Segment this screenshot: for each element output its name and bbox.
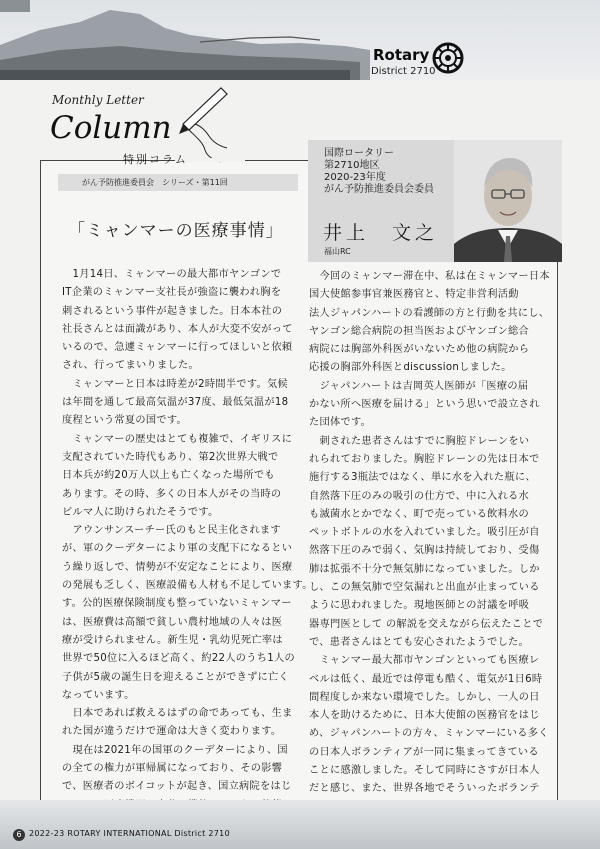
column-label: Column xyxy=(50,110,172,146)
series-label: がん予防推進委員会 シリーズ・第11回 xyxy=(58,174,298,191)
author-district: 第2710地区 xyxy=(324,160,380,171)
rotary-brand: Rotary xyxy=(373,46,430,64)
page-number: 6 xyxy=(13,829,25,841)
author-photo xyxy=(454,140,562,262)
author-year: 2020-23年度 xyxy=(324,172,386,183)
article-body-left: 1月14日、ミャンマーの最大都市ヤンゴンで IT企業のミャンマー支社長が強盗に襲われ胸を 刺されるという事件が起きました。日本本社の 社長さんとは面識があり、本人が大変不安がって いるので、急遽ミャンマーに行ってほしいと依頼 され、行ってまいりました。 ミャンマーと日本は時差が2時間半です。気候 は年間を通して最高気温が37度、最低気温が18 度程という常夏の国です。 ミャンマーの歴史はとても複雑で、イギリスに 支配されていた時代もあり、第2次世界大戦で 日本兵が約20万人以上も亡くなった場所でも あります。その時、多くの日本人がその当時の ビルマ人に助けられたそうです。 アウンサンスーチー氏のもと民主化されます が、軍のクーデターにより軍の支配下になるとい う繰り返しで、情勢が不安定なことにより、医療 の発展も乏しく、医療設備も人材も不足しています。 す。公的医療保険制度も整っていないミャンマー は、医療費は高額で貧しい農村地域の人々は医 療が受けられません。新生児・乳幼児死亡率は 世界で50位に入るほど高く、約22人のうち1人の 子供が5歳の誕生日を迎えることができずに亡く なっています。 日本であれば救えるはずの命であっても、生ま れた国が違うだけで運命は大きく変わります。 現在は2021年の国軍のクーデターにより、国 の全ての権力が軍帰属になっており、その影響 で、医療者のボイコットが起き、国立病院をはじ xyxy=(62,269,313,793)
header-banner xyxy=(0,0,600,80)
author-org: 国際ロータリー xyxy=(324,148,394,159)
footer-band xyxy=(0,800,600,849)
author-club: 福山RC xyxy=(324,247,351,256)
author-committee: がん予防推進委員会委員 xyxy=(324,184,434,195)
coastal-landscape-illustration xyxy=(0,0,600,80)
author-name: 井上 文之 xyxy=(323,222,439,244)
footer-text: 2022-23 ROTARY INTERNATIONAL District 2710 xyxy=(29,829,230,838)
rotary-wheel-icon xyxy=(432,42,464,74)
monthly-letter-label: Monthly Letter xyxy=(52,93,144,107)
special-column-label: 特別コラム xyxy=(123,153,188,166)
district-label: District 2710 xyxy=(371,66,436,77)
article-body-right: 今回のミャンマー滞在中、私は在ミャンマー日本 国大使館参事官兼医務官と、特定非営利活動 法人ジャパンハートの看護師の方と行動を共にし、 ヤンゴン総合病院の担当医およびヤンゴン総合 病院には胸部外科医がいないため他の病院から 応援の胸部外科医とdiscussionしました。 ジャパンハートは吉岡英人医師が「医療の届 かない所へ医療を届ける」という思いで設立され た団体です。 刺された患者さんはすでに胸腔ドレーンをい れられておりました。胸腔ドレーンの先は日本で 施行する3瓶法ではなく、単に水を入れた瓶に、 自然落下圧のみの吸引の仕方で、中に入れる水 も滅菌水とかでなく、町で売っている飲料水の ペットボトルの水を入れていました。吸引圧が自 然落下圧のみで弱く、気胸は持続しており、受傷 肺は拡張不十分で無気肺になっていました。しか し、この無気肺で空気漏れと出血が止まっている ように思われました。現地医師との討議を呼吸 器専門医として の解説を交えながら伝えたことで で、患者さんはとても安心されたようでした。 ミャンマー最大都市ヤンゴンといっても医療レ ベルは低く、最近では停電も酷く、電気が1日6時 間程度しか来ない環境でした。しかし、一人の日 本人を助けるために、日本大使館の医務官をはじ め、ジャパンハートの方々、ミャンマーにいる多く の日本人ボランティアが一同に集まってきている ことに感激しました。そして同時にさすが日本人 だと感じ、また、世界各地でそういったボランテ xyxy=(309,271,550,795)
article-title: 「ミャンマーの医療事情」 xyxy=(68,221,284,241)
